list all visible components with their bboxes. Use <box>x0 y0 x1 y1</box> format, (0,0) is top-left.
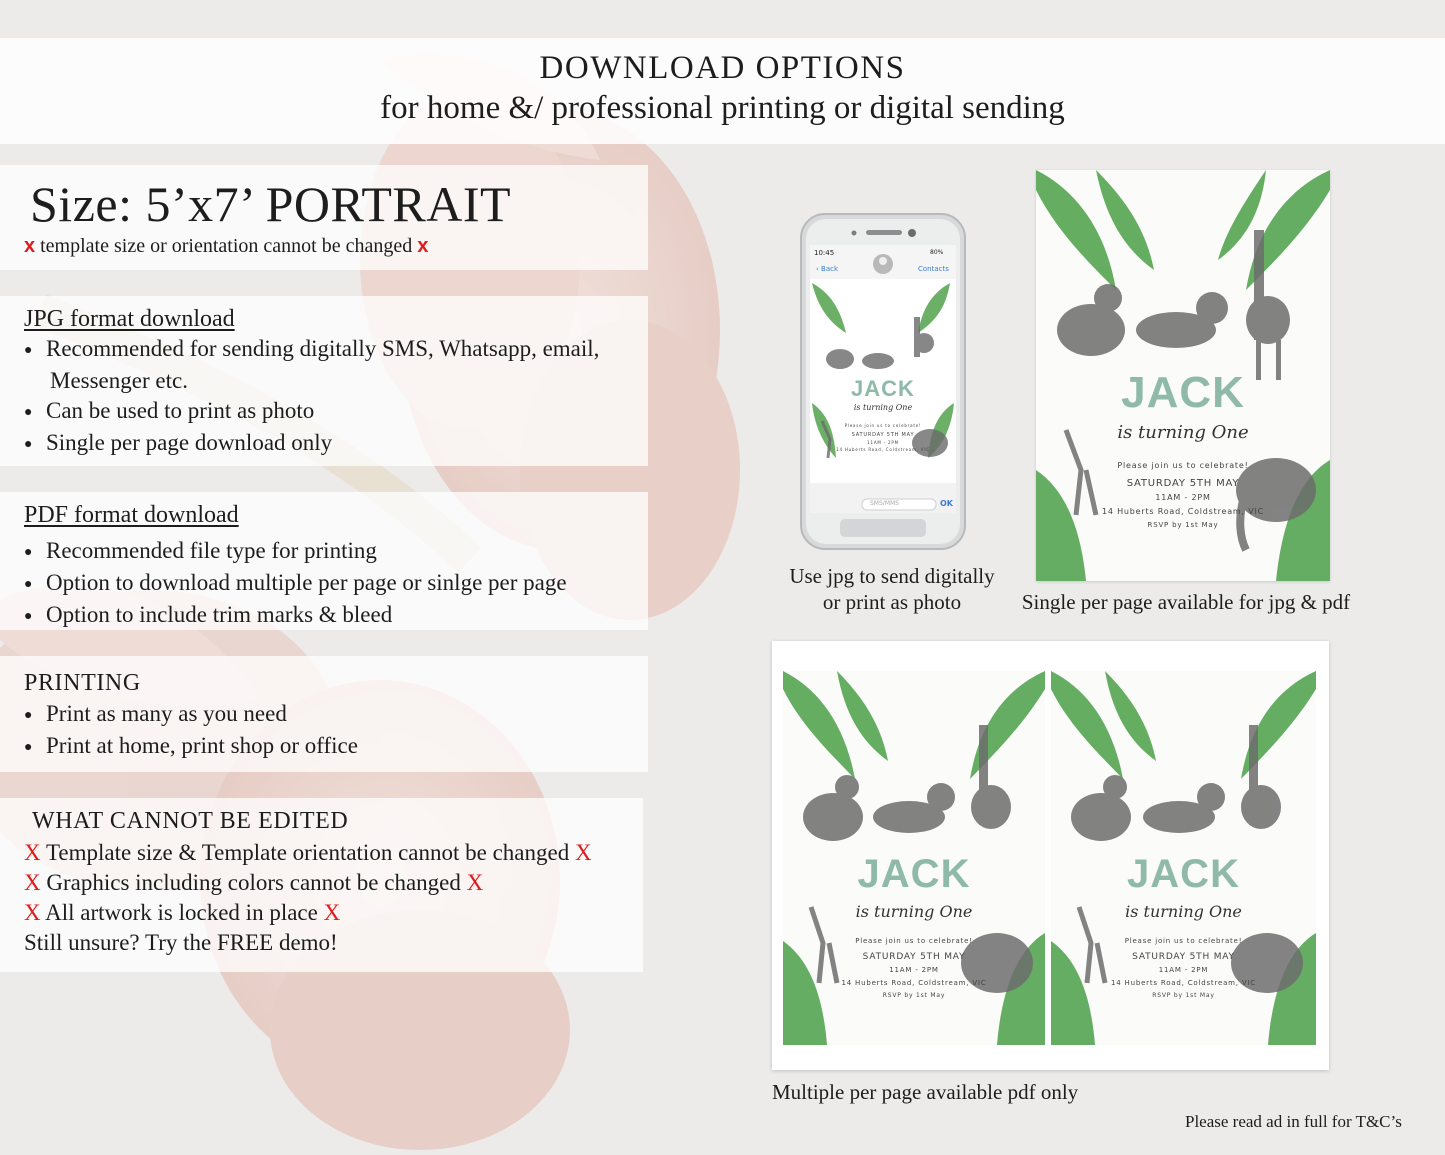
invite-join: Please join us to celebrate! <box>1124 937 1243 945</box>
invitation-card-right <box>1051 671 1316 1045</box>
back-button[interactable]: ‹ Back <box>816 265 839 273</box>
jpg-format-panel <box>0 296 648 466</box>
list-item: ● Single per page download only <box>24 428 599 460</box>
terms-footnote: Please read ad in full for T&C’s <box>1185 1112 1402 1131</box>
list-item: ● Option to download multiple per page or sinlge per page <box>24 568 567 600</box>
invite-time: 11AM - 2PM <box>1155 493 1211 502</box>
invite-time: 11AM - 2PM <box>1158 966 1209 974</box>
invite-address: 14 Huberts Road, Coldstream, VIC <box>1111 979 1256 987</box>
size-title: Size: 5’x7’ PORTRAIT <box>30 176 512 232</box>
invite-rsvp: RSVP by 1st May <box>882 992 946 999</box>
x-mark-icon: X <box>574 840 592 865</box>
bullet-icon: ● <box>24 437 33 452</box>
phone-time: 10:45 <box>814 249 835 257</box>
invite-name: JACK <box>1127 852 1240 896</box>
pdf-format-panel <box>0 492 648 630</box>
invite-rsvp: RSVP by 1st May <box>1147 521 1219 529</box>
list-item: ● Recommended for sending digitally SMS, Whatsapp, email, <box>24 334 599 366</box>
size-note <box>24 235 428 258</box>
cannot-edit-title: WHAT CANNOT BE EDITED <box>32 808 349 834</box>
single-invitation-card <box>1036 170 1330 581</box>
list-item: ● Recommended file type for printing <box>24 536 567 568</box>
list-item: ● Print at home, print shop or office <box>24 731 358 763</box>
list-item: X Template size & Template orientation cannot be changed X <box>24 840 592 865</box>
header-banner <box>0 38 1445 144</box>
multi-caption: Multiple per page available pdf only <box>772 1080 1079 1104</box>
bullet-icon: ● <box>24 609 33 624</box>
phone-invite-date: SATURDAY 5TH MAY <box>851 432 915 438</box>
page-subtitle: for home &/ professional printing or digital sending <box>380 90 1065 126</box>
x-mark-icon: x <box>417 235 429 257</box>
single-caption: Single per page available for jpg & pdf <box>1021 590 1351 614</box>
invite-rsvp: RSVP by 1st May <box>1152 992 1215 999</box>
printing-panel <box>0 656 648 772</box>
invite-turning: is turning One <box>855 902 973 921</box>
invite-turning: is turning One <box>1117 422 1249 443</box>
phone-caption: Use jpg to send digitally or print as photo <box>789 564 995 614</box>
invite-date: SATURDAY 5TH MAY <box>1132 952 1235 962</box>
invite-address: 14 Huberts Road, Coldstream, VIC <box>841 979 987 987</box>
list-item: ● Print as many as you need <box>24 699 358 731</box>
pdf-bullet-list <box>24 536 567 632</box>
bullet-icon: ● <box>24 708 33 723</box>
x-mark-icon: x <box>24 235 36 257</box>
x-mark-icon: X <box>466 870 484 895</box>
phone-invite-address: 14 Huberts Road, Coldstream, VIC <box>836 447 930 452</box>
size-panel <box>0 165 648 270</box>
printing-section-title: PRINTING <box>24 670 141 696</box>
contacts-link[interactable]: Contacts <box>918 265 949 273</box>
x-mark-icon: X <box>24 900 41 925</box>
invite-date: SATURDAY 5TH MAY <box>1126 478 1240 489</box>
printing-bullet-list <box>24 699 358 763</box>
invite-name: JACK <box>1121 368 1245 417</box>
invite-name: JACK <box>857 852 971 896</box>
x-mark-icon: X <box>24 840 41 865</box>
invitation-card-left <box>783 671 1045 1045</box>
bullet-icon: ● <box>24 405 33 420</box>
invite-time: 11AM - 2PM <box>889 966 939 974</box>
phone-mockup <box>800 213 966 550</box>
cannot-edit-list <box>24 838 592 958</box>
bullet-icon: ● <box>24 343 33 358</box>
x-mark-icon: X <box>323 900 341 925</box>
list-item: X Graphics including colors cannot be changed X <box>24 870 484 895</box>
jpg-bullet-list <box>24 334 599 460</box>
pdf-section-title: PDF format download <box>24 502 239 528</box>
bullet-icon: ● <box>24 577 33 592</box>
x-mark-icon: X <box>24 870 41 895</box>
jpg-section-title: JPG format download <box>24 306 235 332</box>
phone-battery: 80% <box>930 249 944 256</box>
cannot-edit-panel <box>0 798 643 972</box>
invite-turning: is turning One <box>1125 902 1242 921</box>
list-item: ● Option to include trim marks & bleed <box>24 600 567 632</box>
demo-prompt: Still unsure? Try the FREE demo! <box>24 930 338 955</box>
bullet-icon: ● <box>24 740 33 755</box>
ok-button[interactable]: OK <box>940 499 953 508</box>
page-title: DOWNLOAD OPTIONS <box>539 50 906 86</box>
phone-invite-time: 11AM - 2PM <box>867 440 899 445</box>
list-item: ● Can be used to print as photo <box>24 396 599 428</box>
list-item: X All artwork is locked in place X <box>24 900 341 925</box>
invite-date: SATURDAY 5TH MAY <box>862 952 966 962</box>
phone-invite-name: JACK <box>851 376 915 401</box>
list-item: Messenger etc. <box>50 368 188 393</box>
size-note-text: template size or orientation cannot be changed <box>40 235 413 257</box>
phone-invite-turning: is turning One <box>853 403 913 412</box>
phone-invite-join: Please join us to celebrate! <box>844 423 922 428</box>
invite-join: Please join us to celebrate! <box>855 937 973 945</box>
invite-address: 14 Huberts Road, Coldstream, VIC <box>1101 507 1265 516</box>
bullet-icon: ● <box>24 545 33 560</box>
invite-join: Please join us to celebrate! <box>1117 461 1249 470</box>
sms-input[interactable]: SMS/MMS <box>870 500 899 507</box>
